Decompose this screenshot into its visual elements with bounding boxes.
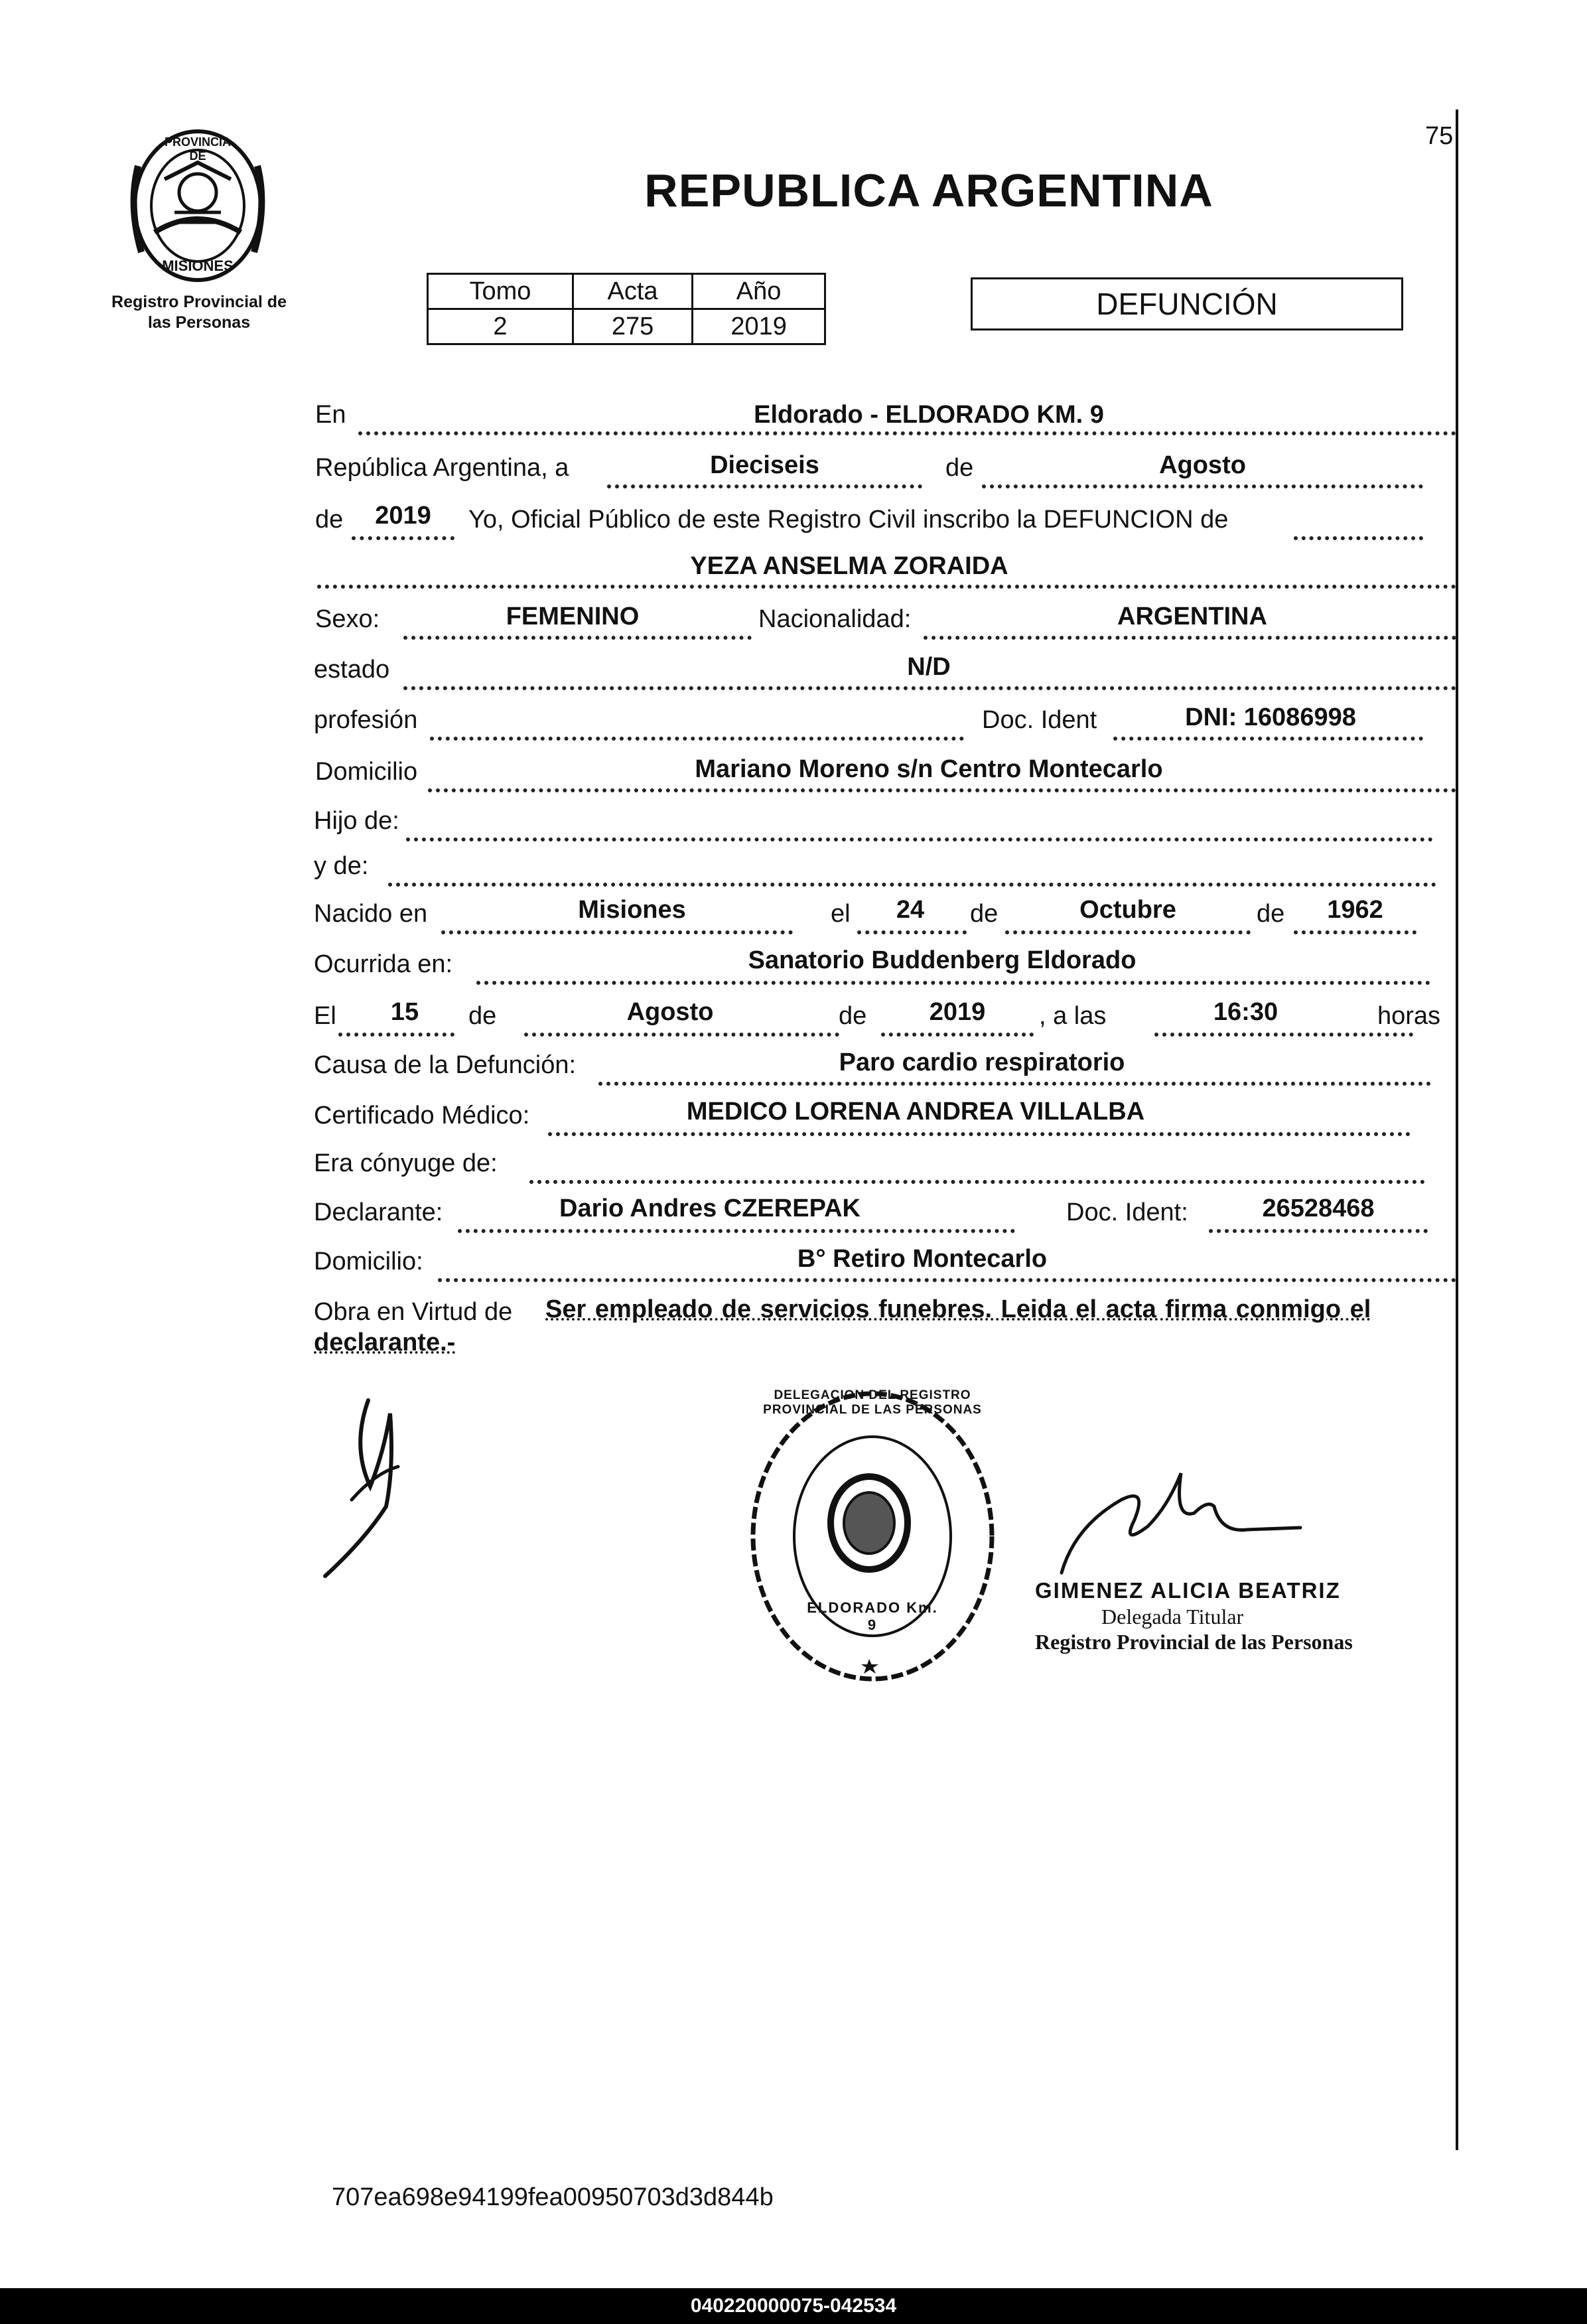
yde-label: y de: [314,852,369,880]
declarant-signature [312,1387,445,1586]
book-table-header: Tomo [428,274,573,309]
de-label: de [945,454,974,482]
registry-line-1: Registro Provincial de [111,293,287,311]
book-table-header: Año [693,274,825,309]
sexo-value: FEMENINO [506,603,640,630]
book-table [427,273,826,345]
hijo-line [406,837,1433,841]
conyuge-label: Era cónyuge de: [314,1149,498,1177]
barcode-text: 040220000075-042534 [690,2295,897,2317]
estado-value: N/D [907,653,951,681]
def-anio-value: 2019 [929,998,986,1026]
day-line [607,484,922,488]
nacionalidad-label: Nacionalidad: [758,605,912,633]
nacido-lugar-value: Misiones [578,896,686,924]
certificado-value: MEDICO LORENA ANDREA VILLALBA [686,1098,1145,1126]
nacido-lugar-line [441,930,793,934]
horas-label: horas [1377,1002,1441,1030]
nacido-mes-value: Octubre [1079,896,1176,924]
document-hash: 707ea698e94199fea00950703d3d844b [332,2183,774,2211]
stamp-inner-text: ELDORADO Km. 9 [807,1599,938,1633]
stamp-outer-text: DELEGACION DEL REGISTRO PROVINCIAL DE LAS PERSONAS [763,1388,982,1417]
official-signature-drawing [1048,1460,1327,1579]
estado-line [403,686,1456,690]
doc-ident-value: DNI: 16086998 [1185,703,1356,731]
en-label: En [315,401,346,429]
month-value: Agosto [1159,451,1246,479]
signatory-role: Delegada Titular [1101,1605,1244,1629]
book-table-cell: 2019 [693,309,825,344]
def-hora-value: 16:30 [1213,998,1278,1026]
doc2-value: 26528468 [1262,1195,1375,1222]
year-value: 2019 [375,502,431,530]
signatory-registry: Registro Provincial de las Personas [1035,1630,1353,1654]
nacido-dia-line [857,930,967,934]
nacido-label: Nacido en [314,900,428,928]
book-table-header: Acta [573,274,692,309]
obra-label: Obra en Virtud de [314,1298,513,1326]
conyuge-line [529,1180,1425,1184]
official-signature [1048,1460,1327,1579]
def-anio-line [881,1033,1034,1037]
estado-label: estado [314,656,390,684]
book-table-cell: 275 [573,309,692,344]
doc-ident-label: Doc. Ident [982,706,1097,734]
obra-text-1: Ser empleado de servicios funebres. Leida el acta firma conmigo el [545,1295,1371,1323]
domicilio-label: Domicilio [315,758,418,786]
place-line [358,431,1456,435]
de-label-2: de [970,900,999,928]
doc2-label: Doc. Ident: [1066,1198,1188,1226]
def-dia-line [338,1033,454,1037]
nacionalidad-value: ARGENTINA [1117,603,1267,630]
def-mes-line [524,1033,839,1037]
ocurrida-value: Sanatorio Buddenberg Eldorado [748,946,1137,974]
nacido-dia-value: 24 [896,896,925,924]
seal-top-text: PROVINCIA DE [164,135,231,163]
def-mes-value: Agosto [626,998,714,1026]
hijo-label: Hijo de: [314,807,399,835]
yde-line [388,883,1436,887]
profesion-line [430,737,964,741]
domicilio-line [428,788,1456,792]
el2-label: El [314,1002,336,1030]
doc-ident-line [1113,737,1423,741]
declarante-value: Dario Andres CZEREPAK [559,1195,861,1222]
de-label-4: de [468,1002,497,1030]
sexo-label: Sexo: [315,605,380,633]
year-prefix: de [315,506,344,534]
place-value: Eldorado - ELDORADO KM. 9 [754,401,1104,429]
record-type-box [971,277,1403,330]
ocurrida-line [476,981,1430,985]
declarante-line [458,1229,1015,1233]
ocurrida-label: Ocurrida en: [314,950,453,978]
record-type: DEFUNCIÓN [1096,287,1278,321]
de-label-5: de [839,1002,867,1030]
certificado-line [548,1132,1411,1136]
def-dia-value: 15 [390,998,419,1026]
de-label-3: de [1257,900,1285,928]
official-stamp [743,1380,1002,1692]
statement-line [1294,536,1423,540]
nacido-mes-line [1005,930,1251,934]
doc2-line [1209,1229,1428,1233]
causa-label: Causa de la Defunción: [314,1051,577,1079]
nacionalidad-line [924,636,1456,640]
domicilio2-line [438,1278,1456,1282]
year-line [352,536,454,540]
profesion-label: profesión [314,706,418,734]
certificado-label: Certificado Médico: [314,1102,530,1129]
declarant-signature-drawing [312,1387,445,1586]
statement-text: Yo, Oficial Público de este Registro Civil inscribo la DEFUNCION de [468,506,1229,534]
causa-value: Paro cardio respiratorio [839,1049,1125,1076]
signatory-name: GIMENEZ ALICIA BEATRIZ [1035,1578,1341,1603]
page-title: REPUBLICA ARGENTINA [644,165,1213,216]
domicilio2-label: Domicilio: [314,1248,423,1275]
deceased-name: YEZA ANSELMA ZORAIDA [690,552,1008,580]
obra-text-2: declarante.- [314,1329,456,1356]
el-label: el [831,900,851,928]
republica-label: República Argentina, a [315,454,569,482]
book-table-cell: 2 [428,309,573,344]
seal-bottom-text: MISIONES [162,257,234,274]
barcode-bar [0,2288,1587,2324]
page-number: 75 [1425,122,1454,150]
name-line [317,585,1456,589]
nacido-anio-value: 1962 [1327,896,1383,924]
def-hora-line [1154,1033,1413,1037]
alas-label: , a las [1039,1002,1107,1030]
official-stamp-drawing [743,1380,1002,1692]
domicilio2-value: B° Retiro Montecarlo [797,1245,1048,1273]
causa-line [598,1082,1431,1086]
sexo-line [403,636,752,640]
registry-name [86,292,312,333]
right-margin-rule [1456,109,1458,2150]
nacido-anio-line [1294,930,1416,934]
provincial-seal [125,126,271,285]
day-value: Dieciseis [710,451,819,479]
registry-line-2: las Personas [147,313,251,332]
domicilio-value: Mariano Moreno s/n Centro Montecarlo [695,755,1163,783]
declarante-label: Declarante: [314,1198,443,1226]
month-line [982,484,1423,488]
